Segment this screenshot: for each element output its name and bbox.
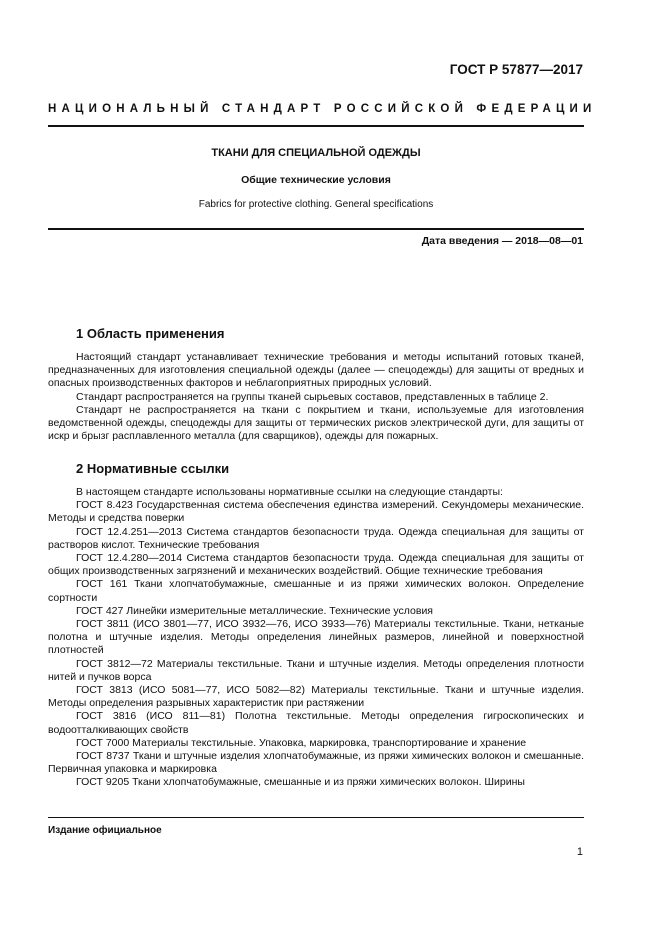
english-title: Fabrics for protective clothing. General specifications [198,199,434,210]
reference-item: ГОСТ 3813 (ИСО 5081—77, ИСО 5082—82) Материалы текстильные. Ткани и штучные изделия. Методы определения разрывных характеристик при растяжении [48,684,584,710]
paragraph: Стандарт не распространяется на ткани с покрытием и ткани, используемые для изготовления ведомственной одежды, спецодежды для защиты от термических рисков электрической дуги, для защиты от искр и брызг расплавленного металла (для сварщиков), одежды для пожарных. [48,403,584,443]
document-subtitle: Общие технические условия [241,174,391,186]
reference-item: ГОСТ 161 Ткани хлопчатобумажные, смешанные и из пряжи химических волокон. Определение сортности [48,578,584,604]
introduction-date: Дата введения — 2018—08—01 [421,235,583,247]
document-code: ГОСТ Р 57877—2017 [449,62,583,77]
header-divider [48,125,584,127]
footer-divider [48,817,584,818]
section-1-heading: 1 Область применения [76,326,225,341]
paragraph: Настоящий стандарт устанавливает технические требования и методы испытаний готовых тканей, предназначенных для изготовления специальной одежды (далее — спецодежды) для защиты от вредных и опасных производственных факторов и неблагоприятных природных условий. [48,351,584,390]
reference-item: ГОСТ 8737 Ткани и штучные изделия хлопчатобумажные, из пряжи химических волокон и смешанные. Первичная упаковка и маркировка [48,750,584,776]
document-title: ТКАНИ ДЛЯ СПЕЦИАЛЬНОЙ ОДЕЖДЫ [211,147,421,159]
reference-item: ГОСТ 8.423 Государственная система обеспечения единства измерений. Секундомеры механические. Методы и средства поверки [48,499,584,525]
section-1-body [48,351,584,443]
paragraph: В настоящем стандарте использованы нормативные ссылки на следующие стандарты: [76,486,503,498]
title-divider [48,228,584,230]
reference-item: ГОСТ 12.4.251—2013 Система стандартов безопасности труда. Одежда специальная для защиты от растворов кислот. Технические требования [48,525,584,551]
national-standard-heading: НАЦИОНАЛЬНЫЙ СТАНДАРТ РОССИЙСКОЙ ФЕДЕРАЦИИ [48,103,597,115]
reference-item: ГОСТ 3812—72 Материалы текстильные. Ткани и штучные изделия. Методы определения плотности нитей и пучков ворса [48,657,584,683]
section-2-heading: 2 Нормативные ссылки [76,461,230,476]
reference-item: ГОСТ 7000 Материалы текстильные. Упаковка, маркировка, транспортирование и хранение [76,736,527,749]
official-edition-label: Издание официальное [48,825,162,836]
reference-item: ГОСТ 3816 (ИСО 811—81) Полотна текстильные. Методы определения гигроскопических и водоотталкивающих свойств [48,710,584,736]
reference-item: ГОСТ 12.4.280—2014 Система стандартов безопасности труда. Одежда специальная для защиты от общих производственных загрязнений и механических воздействий. Общие технические требования [48,552,584,578]
section-2-body [48,486,584,790]
page-number: 1 [576,846,583,858]
reference-item: ГОСТ 9205 Ткани хлопчатобумажные, смешанные и из пряжи химических волокон. Ширины [76,776,525,789]
reference-item: ГОСТ 427 Линейки измерительные металлические. Технические условия [76,604,433,617]
reference-item: ГОСТ 3811 (ИСО 3801—77, ИСО 3932—76, ИСО 3933—76) Материалы текстильные. Ткани, нетканые полотна и штучные изделия. Методы определения линейных размеров, линейной и поверхностной плотностей [48,618,584,657]
paragraph: Стандарт распространяется на группы тканей сырьевых составов, представленных в таблице 2. [76,390,549,403]
